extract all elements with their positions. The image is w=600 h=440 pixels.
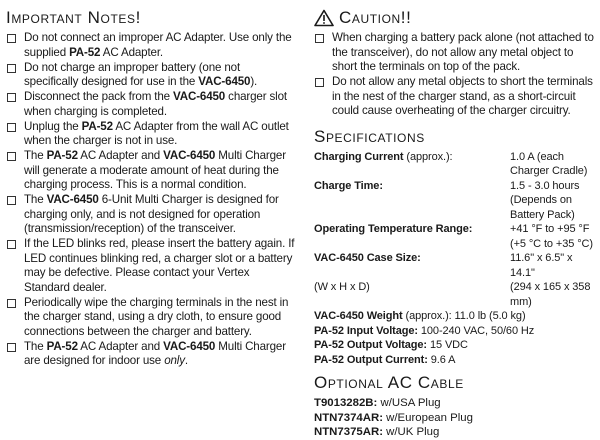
note-text: only — [164, 354, 185, 367]
spec-value: +41 °F to +95 °F — [510, 223, 590, 235]
note-item — [6, 120, 296, 149]
spec-value: 1.0 A (each Charger Cradle) — [510, 150, 588, 177]
note-text: VAC-6450 — [173, 90, 226, 103]
note-item — [6, 340, 296, 369]
note-text: Unplug the — [24, 119, 82, 133]
spec-label — [314, 193, 510, 222]
spec-label: (W x H x D) — [314, 281, 370, 293]
note-item — [314, 31, 596, 75]
specifications-table — [314, 150, 596, 310]
spec-label — [314, 237, 510, 252]
note-item — [314, 75, 596, 119]
note-text: If the LED blinks red, please insert the battery again. If LED continues blinking red, a charger slot or a battery may be defective. Please contact your Vertex Standard dealer. — [24, 237, 295, 294]
cable-item: NTN7375AR: w/UK Plug — [314, 426, 440, 438]
checkbox-icon — [7, 299, 16, 308]
note-text: When charging a battery pack alone (not attached to the transceiver), do not allow any metal object to short the terminals on top of the pack. — [332, 31, 594, 73]
note-text: VAC-6450 — [198, 75, 251, 88]
specifications-title: Specifications — [314, 126, 425, 146]
note-text: The — [24, 339, 47, 353]
warning-triangle-icon — [314, 9, 334, 27]
important-notes-title: Important Notes! — [6, 8, 141, 27]
note-text: Multi Charger will generate a moderate amount of heat during the charging process. This is a normal condition. — [24, 149, 286, 191]
spec-row — [314, 251, 596, 280]
note-item — [6, 237, 296, 295]
note-text: PA-52 — [81, 119, 113, 133]
important-notes-section — [6, 8, 296, 369]
note-text: The — [24, 149, 47, 162]
note-text: . — [184, 354, 188, 367]
spec-value: (Depends on Battery Pack) — [510, 194, 575, 221]
note-text: ). — [250, 75, 258, 88]
note-item — [6, 149, 296, 193]
specifications-lines — [314, 309, 596, 367]
note-item — [6, 90, 296, 119]
note-text: Multi Charger are designed for indoor use — [24, 339, 286, 367]
cable-item: NTN7374AR: w/European Plug — [314, 411, 473, 424]
spec-label: Operating Temperature Range: — [314, 223, 473, 235]
note-text: PA-52 — [69, 45, 101, 59]
optional-cable-title: Optional AC Cable — [314, 373, 464, 392]
checkbox-icon — [7, 152, 16, 161]
note-text: Do not allow any metal objects to short the terminals in the nest of the charger stand, as a short-circuit could cause overheating of the charger circuitry. — [332, 75, 593, 117]
spec-line: VAC-6450 Weight (approx.): 11.0 lb (5.0 kg) — [314, 310, 526, 322]
cable-item: T9013282B: w/USA Plug — [314, 397, 441, 409]
right-column — [314, 8, 596, 440]
checkbox-icon — [315, 34, 324, 43]
note-text: The — [24, 193, 47, 206]
spec-label: Charging Current (approx.): — [314, 150, 453, 163]
note-text: VAC-6450 — [163, 339, 216, 353]
note-text: Do not charge an improper battery (one not specifically designed for use in the — [24, 60, 241, 88]
note-text: Disconnect the pack from the — [24, 90, 174, 103]
note-item — [6, 296, 296, 340]
note-text: AC Adapter from the wall AC outlet when the charger is not in use. — [24, 119, 289, 147]
spec-label: VAC-6450 Case Size: — [314, 252, 421, 264]
checkbox-icon — [7, 93, 16, 102]
checkbox-icon — [7, 343, 16, 352]
checkbox-icon — [7, 196, 16, 205]
spec-row — [314, 237, 596, 252]
note-item — [6, 31, 296, 60]
spec-row — [314, 179, 596, 194]
checkbox-icon — [7, 34, 16, 43]
spec-line: PA-52 Output Voltage: 15 VDC — [314, 339, 468, 351]
note-text: PA-52 — [46, 339, 78, 353]
note-text: AC Adapter. — [100, 45, 163, 59]
spec-value: (294 x 165 x 358 mm) — [510, 281, 591, 308]
spec-line: PA-52 Input Voltage: 100-240 VAC, 50/60 Hz — [314, 324, 535, 337]
note-item — [6, 193, 296, 237]
checkbox-icon — [7, 123, 16, 132]
spec-row — [314, 280, 596, 309]
note-text: AC Adapter and — [77, 339, 164, 353]
spec-value: 1.5 - 3.0 hours — [510, 179, 580, 192]
caution-header — [314, 8, 596, 28]
note-text: 6-Unit Multi Charger is designed for charging only, and is not designed for operation (transmission/reception) of the transceiver. — [24, 193, 279, 235]
note-text: Do not connect an improper AC Adapter. Use only the supplied — [24, 31, 292, 59]
note-text: VAC-6450 — [46, 193, 99, 206]
spec-row — [314, 193, 596, 222]
caution-title: Caution!! — [339, 8, 412, 27]
spec-line: PA-52 Output Current: 9.6 A — [314, 353, 456, 366]
checkbox-icon — [315, 78, 324, 87]
note-text: charger slot when charging is completed. — [24, 90, 287, 118]
note-text: PA-52 — [46, 149, 78, 162]
caution-list — [314, 31, 596, 119]
important-notes-list — [6, 31, 296, 369]
optional-cable-list — [314, 396, 596, 440]
spec-row — [314, 150, 596, 179]
spec-row — [314, 222, 596, 237]
checkbox-icon — [7, 240, 16, 249]
note-text: AC Adapter and — [77, 149, 164, 162]
checkbox-icon — [7, 64, 16, 73]
spec-value: 11.6" x 6.5" x 14.1" — [510, 252, 573, 279]
note-item — [6, 61, 296, 90]
spec-value: (+5 °C to +35 °C) — [510, 237, 593, 250]
note-text: VAC-6450 — [163, 149, 216, 162]
spec-label: Charge Time: — [314, 179, 383, 192]
note-text: Periodically wipe the charging terminals in the nest in the charger stand, using a dry cloth, to ensure good connections between the charger and battery. — [24, 295, 289, 338]
